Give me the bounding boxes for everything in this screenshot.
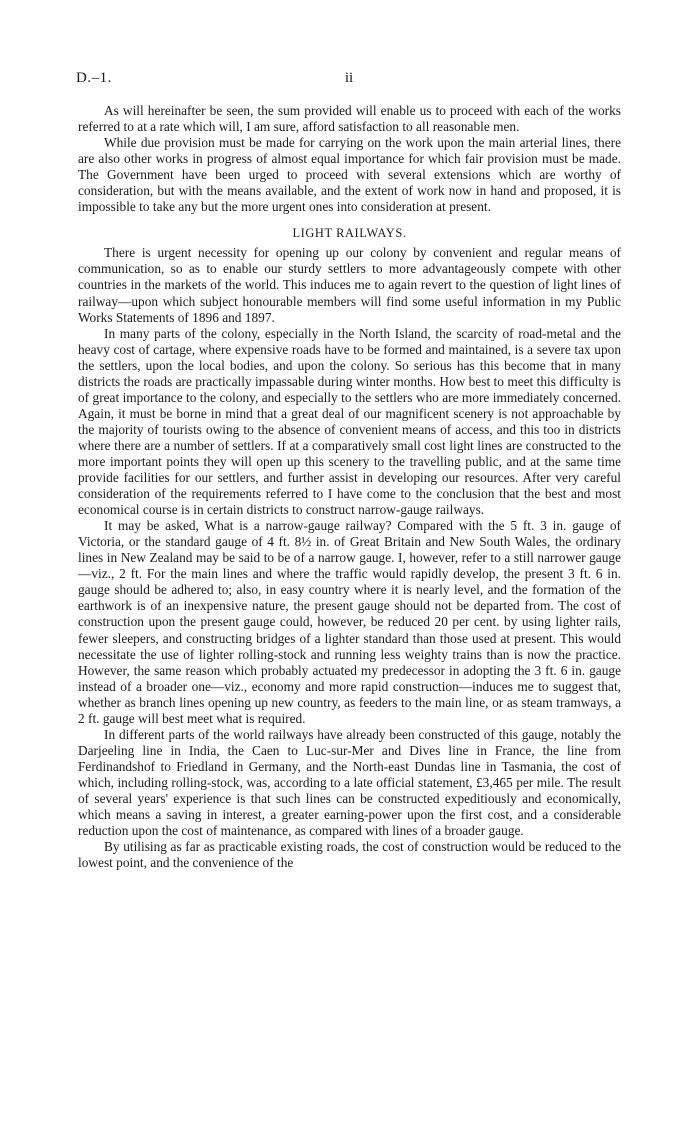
page-header [76, 70, 622, 94]
section-heading: LIGHT RAILWAYS. [292, 226, 407, 241]
paragraph: In different parts of the world railways have already been constructed of this gauge, notably the Darjeeling line in India, the Caen to Luc-sur-Mer and Dives line in France, the line from Ferdinandshof to Friedland in Germany, and the North-east Dundas line in Tasmania, the cost of which, including rolling-stock, was, according to a late official statement, £3,465 per mile. The result of several years' experience is that such lines can be constructed expeditiously and economically, which means a saving in interest, a greater earning-power upon the first cost, and a considerable reduction upon the cost of maintenance, as compared with lines of a broader gauge. [78, 726, 621, 839]
paragraph: In many parts of the colony, especially in the North Island, the scarcity of road-metal and the heavy cost of cartage, where expensive roads have to be formed and maintained, is a severe tax upon the settlers, upon the local bodies, and upon the colony. So serious has this become that in many districts the roads are practically impassable during winter months. How best to meet this difficulty is of great importance to the colony, and especially to the settlers who are more immediately concerned. Again, it must be borne in mind that a great deal of our magnificent scenery is not approachable by the majority of tourists owing to the absence of convenient means of access, and this too in districts where there are a number of settlers. If at a comparatively small cost light lines are constructed to the more important points they will open up this scenery to the travelling public, and at the same time provide facilities for our settlers, and further assist in developing our resources. After very careful consideration of the requirements referred to I have come to the conclusion that the best and most economical course is in certain districts to construct narrow-gauge railways. [78, 325, 621, 518]
paragraph: By utilising as far as practicable existing roads, the cost of construction would be reduced to the lowest point, and the convenience of the [78, 839, 621, 871]
page-number: ii [344, 70, 354, 86]
paragraph: There is urgent necessity for opening up our colony by convenient and regular means of communication, so as to enable our sturdy settlers to more advantageously compete with other countries in the markets of the world. This induces me to again revert to the question of light lines of railway—upon which subject honourable members will find some useful information in my Public Works Statements of 1896 and 1897. [78, 245, 621, 325]
body-text [78, 103, 621, 871]
paragraph: It may be asked, What is a narrow-gauge railway? Compared with the 5 ft. 3 in. gauge of Victoria, or the standard gauge of 4 ft. 8½ in. of Great Britain and New South Wales, the ordinary lines in New Zealand may be said to be of a narrow gauge. I, however, refer to a still narrower gauge—viz., 2 ft. For the main lines and where the traffic would rapidly develop, the present 3 ft. 6 in. gauge should be adhered to; also, in easy country where it is nearly level, and the formation of the earthwork is of an inexpensive nature, the present gauge should not be departed from. The cost of construction upon the present gauge could, however, be reduced 20 per cent. by using lighter rails, fewer sleepers, and constructing bridges of a lighter standard than those used at present. This would necessitate the use of lighter rolling-stock and running less weighty trains than is now the practice. However, the same reason which probably actuated my predecessor in adopting the 3 ft. 6 in. gauge instead of a broader one—viz., economy and more rapid construction—induces me to suggest that, whether as branch lines opening up new country, as feeders to the main line, or as steam tramways, a 2 ft. gauge will best meet what is required. [78, 518, 621, 726]
paragraph: As will hereinafter be seen, the sum provided will enable us to proceed with each of the works referred to at a rate which will, I am sure, afford satisfaction to all reasonable men. [78, 103, 621, 135]
document-reference: D.–1. [76, 70, 112, 86]
paragraph: While due provision must be made for carrying on the work upon the main arterial lines, there are also other works in progress of almost equal importance for which fair provision must be made. The Government have been urged to proceed with several extensions which are worthy of consideration, but with the means available, and the extent of work now in hand and proposed, it is impossible to take any but the more urgent ones into consideration at present. [78, 135, 621, 215]
